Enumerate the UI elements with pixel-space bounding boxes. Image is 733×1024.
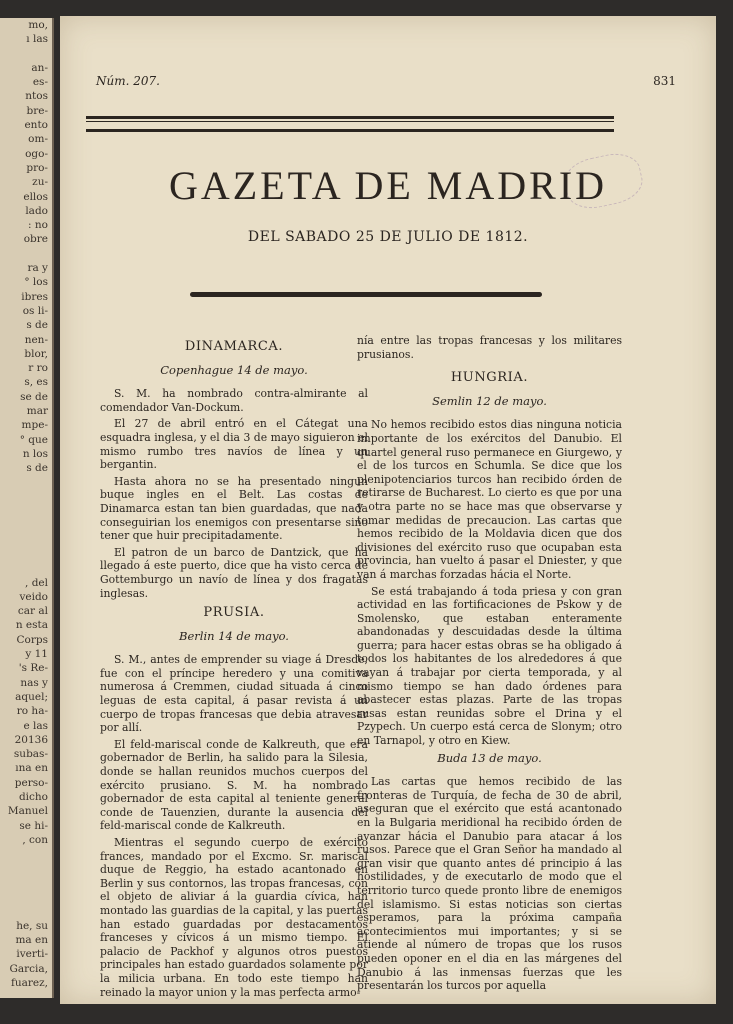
paragraph: Las cartas que hemos recibido de las fronteras de Turquía, de fecha de 30 de abril, aseguran que el exército que está acantonado en la Bulgaria meridional ha recibido órden de avanzar hácia el Danubio para atacar á los rusos. Parece que el Gran Señor ha mandado al gran visir que quanto antes dé principio á las hostilidades, y de executarlo de modo que el territorio turco quede pronto libre de enemigos del islamismo. Si estas noticias son ciertas esperamos, para la próxima campaña acontecimientos mui importantes; y si se atiende al número de tropas que los rusos pueden oponer en el dia en las márgenes del Danubio á las inmensas fuerzas que les presentarán los turcos por aquella [357, 775, 622, 993]
facing-page-line: iverti- [16, 948, 48, 961]
facing-page-line [0, 476, 52, 490]
section-heading-prusia: PRUSIA. [203, 605, 265, 621]
facing-page-line: obre [23, 233, 48, 246]
facing-page-line [0, 904, 52, 918]
newspaper-page [60, 16, 716, 1004]
right-column [357, 334, 622, 996]
facing-page-line: mar [26, 405, 48, 418]
facing-page-line: mo, [28, 19, 48, 31]
facing-page-line: se de [20, 390, 48, 403]
dateline-buda: Buda 13 de mayo. [437, 750, 542, 765]
facing-page-line: , del [25, 576, 48, 589]
facing-page-line [0, 876, 52, 890]
facing-page-fragment [0, 18, 54, 998]
facing-page-line: 's Re- [18, 662, 48, 675]
facing-page-line: ı las [26, 33, 48, 46]
facing-page-line: nen- [24, 333, 48, 346]
facing-page-line [0, 533, 52, 547]
facing-page-line: : no [28, 219, 48, 232]
facing-page-line [0, 518, 52, 532]
facing-page-line: fuarez, [10, 976, 48, 989]
facing-page-line: he, su [16, 919, 48, 932]
facing-page-line [0, 490, 52, 504]
facing-page-line [0, 847, 52, 861]
facing-page-line: e las [23, 719, 48, 732]
facing-page-line: car al [17, 605, 48, 618]
facing-page-line: aquel; [15, 690, 48, 703]
facing-page-line [0, 547, 52, 561]
paragraph: El patron de un barco de Dantzick, que ha llegado á este puerto, dice que ha visto cerca de Gottemburgo un navío de línea y dos fragatas inglesas. [100, 545, 368, 600]
section-heading-dinamarca: DINAMARCA. [184, 339, 284, 354]
paragraph: S. M. ha nombrado contra-almirante al comendador Van-Dockum. [100, 387, 368, 414]
left-column [100, 334, 368, 1002]
facing-page-line: an- [31, 61, 48, 74]
section-heading-hungria: HUNGRIA. [450, 370, 529, 386]
facing-page-line: ogo- [25, 147, 48, 160]
facing-page-line: zu- [32, 176, 48, 189]
facing-page-line: dicho [18, 791, 48, 804]
facing-page-line: lado [25, 204, 48, 217]
facing-page-line: blor, [24, 347, 48, 360]
facing-page-line: s de [26, 462, 48, 475]
facing-page-line: nas y [20, 676, 48, 689]
facing-page-line: Manuel [7, 805, 48, 818]
facing-page-line: s, es [24, 376, 48, 389]
facing-page-line: Corps [16, 633, 48, 646]
facing-page-line: , con [22, 833, 48, 846]
facing-page-line: ° que [19, 433, 48, 446]
facing-page-line: s de [26, 319, 48, 332]
facing-page-line: perso- [14, 776, 48, 789]
paragraph: El 27 de abril entró en el Cátegat una esquadra inglesa, y el dia 3 de mayo siguieron el mismo rumbo tres navíos de línea y un bergantin. [100, 417, 368, 472]
facing-page-line [0, 561, 52, 575]
facing-page-line: se hi- [19, 819, 48, 832]
facing-page-line: 20136 [14, 733, 48, 746]
paragraph: Mientras el segundo cuerpo de exército frances, mandado por el Excmo. Sr. mariscal duque de Reggio, ha estado acantonado en Berlin y sus contornos, las tropas francesas, con el objeto de aliviar á la guardia cívica, han montado las guardias de la capital, y las puertas han estado guardadas por destacamentos franceses y cívicos á un mismo tiempo. El palacio de Packhof y algunos otros puestos principales han estado guardados solamente por la milicia urbana. En todo este tiempo han reinado la mayor union y la mas perfecta armo- [100, 836, 368, 999]
issue-date: DEL SABADO 25 DE JULIO DE 1812. [247, 229, 529, 245]
facing-page-line: ibres [21, 290, 48, 303]
facing-page-line [0, 862, 52, 876]
facing-page-line: n los [22, 447, 48, 460]
facing-page-line: bre- [26, 104, 48, 117]
facing-page-line: ro ha- [16, 705, 48, 718]
facing-page-line: om- [28, 133, 48, 146]
facing-page-line: ra y [27, 262, 48, 275]
facing-page-line [0, 47, 52, 61]
facing-page-line: pro- [26, 161, 48, 174]
paragraph: No hemos recibido estos dias ninguna noticia importante de los exércitos del Danubio. El quartel general ruso permanece en Giurgewo, y el de los turcos en Schumla. Se dice que los plenipotenciarios turcos han recibido órden de retirarse de Bucharest. Lo cierto es que por una y otra parte no se hace mas que observarse y tomar medidas de precaucion. Las cartas que hemos recibido de la Moldavia dicen que dos divisiones del exército ruso que ocupaban esta provincia, han vuelto á pasar el Dniester, y que van á marchas forzadas hácia el Norte. [357, 418, 622, 581]
paragraph-continuation: nía entre las tropas francesas y los militares prusianos. [357, 334, 622, 361]
facing-page-line: ento [24, 119, 48, 132]
facing-page-line: subas- [13, 748, 48, 761]
facing-page-line: ına en [15, 762, 48, 775]
facing-page-line: veido [19, 590, 48, 603]
facing-page-line [0, 247, 52, 261]
page-number: 831 [653, 74, 676, 88]
issue-number: Núm. 207. [96, 74, 160, 88]
paragraph: Se está trabajando á toda priesa y con gran actividad en las fortificaciones de Pskow y de Smolensko, que estaban enteramente abandonadas y descuidadas desde la última guerra; para hacer estas obras se ha obligado á todos los habitantes de los alrededores á que vayan á trabajar por cierta temporada, y al mismo tiempo se han dado órdenes para abastecer estas plazas. Parte de las tropas rusas estan reunidas sobre el Drina y el Pzypech. Un cuerpo está cerca de Slonym; otro en Tarnapol, y otro en Kiew. [357, 584, 622, 748]
facing-page-line: ° los [24, 276, 48, 289]
paragraph: Hasta ahora no se ha presentado ningun buque ingles en el Belt. Las costas de Dinamarca estan tan bien guardadas, que nada conseguirian los enemigos con presentarse sino tener que huir precipitadamente. [100, 474, 368, 543]
facing-page-line: n esta [15, 619, 48, 632]
facing-page-line: es- [32, 76, 48, 89]
masthead-rule [190, 292, 542, 297]
facing-page-line: ntos [25, 90, 48, 103]
dateline-berlin: Berlin 14 de mayo. [179, 628, 289, 643]
facing-page-line: Garcia, [9, 962, 48, 975]
paragraph: S. M., antes de emprender su viage á Dresde, fue con el príncipe heredero y una comitiva numerosa á Cremmen, ciudad situada á cinco leguas de esta capital, á pasar revista á un cuerpo de tropas francesas que debia atravesar por allí. [100, 653, 368, 735]
facing-page-line: r ro [28, 362, 48, 375]
facing-page-line: os li- [22, 304, 48, 317]
facing-page-line: ellos [23, 190, 48, 203]
masthead-title: GAZETA DE MADRID [168, 163, 608, 208]
dateline-copenhague: Copenhague 14 de mayo. [160, 362, 308, 377]
dateline-semlin: Semlin 12 de mayo. [432, 393, 547, 408]
facing-page-line: ma en [15, 934, 48, 946]
facing-page-line [0, 890, 52, 904]
paragraph: El feld-mariscal conde de Kalkreuth, que era gobernador de Berlin, ha salido para la Silesia, donde se hallan reunidos muchos cuerpos del exército prusiano. S. M. ha nombrado gobernador de esta capital al teniente general conde de Tauenzien, durante la ausencia del feld-mariscal conde de Kalkreuth. [100, 737, 368, 833]
header-rule [86, 116, 614, 132]
facing-page-line [0, 504, 52, 518]
facing-page-line: mpe- [21, 419, 48, 432]
facing-page-line: y 11 [25, 648, 48, 661]
